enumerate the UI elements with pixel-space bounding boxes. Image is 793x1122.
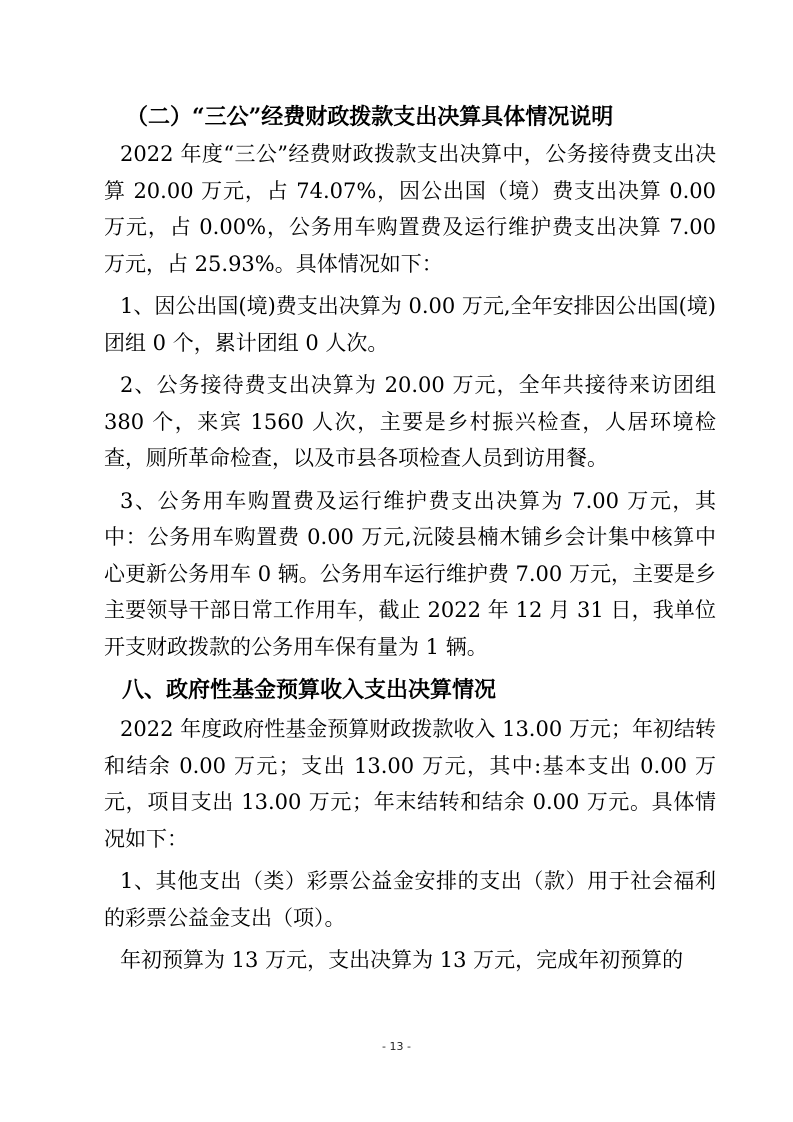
reception-expense-paragraph: 2、公务接待费支出决算为 20.00 万元，全年共接待来访团组 380 个，来宾 1560 人次，主要是乡村振兴检查，人居环境检查，厕所革命检查，以及市县各项检查人员到访用餐。 [104,373,716,470]
government-fund-intro-paragraph: 2022 年度政府性基金预算财政拨款收入 13.00 万元；年初结转和结余 0.00 万元；支出 13.00 万元，其中:基本支出 0.00 万元，项目支出 13.00 万元；年末结转和结余 0.00 万元。具体情况如下： [104,717,716,851]
section-heading-government-fund: 八、政府性基金预算收入支出决算情况 [122,677,497,703]
overseas-trip-paragraph: 1、因公出国(境)费支出决算为 0.00 万元,全年安排因公出国(境)团组 0 个，累计团组 0 人次。 [104,294,716,355]
page-number: - 13 - [382,1040,411,1053]
three-public-intro-paragraph: 2022 年度“三公”经费财政拨款支出决算中，公务接待费支出决算 20.00 万元，占 74.07%，因公出国（境）费支出决算 0.00 万元，占 0.00%，公务用车购置费及运行维护费支出决算 7.00 万元，占 25.93%。具体情况如下： [104,142,716,276]
budget-completion-paragraph: 年初预算为 13 万元，支出决算为 13 万元，完成年初预算的 [120,948,684,972]
page-content [104,98,716,979]
vehicle-expense-paragraph: 3、公务用车购置费及运行维护费支出决算为 7.00 万元，其中：公务用车购置费 0.00 万元,沅陵县楠木铺乡会计集中核算中心更新公务用车 0 辆。公务用车运行维护费 7.00 万元，主要是乡主要领导干部日常工作用车，截止 2022 年 12 月 31 日，我单位开支财政拨款的公务用车保有量为 1 辆。 [104,488,716,659]
lottery-fund-paragraph: 1、其他支出（类）彩票公益金安排的支出（款）用于社会福利的彩票公益金支出（项）。 [104,869,716,930]
section-heading-three-public-expenses: （二）“三公”经费财政拨款支出决算具体情况说明 [126,104,614,130]
